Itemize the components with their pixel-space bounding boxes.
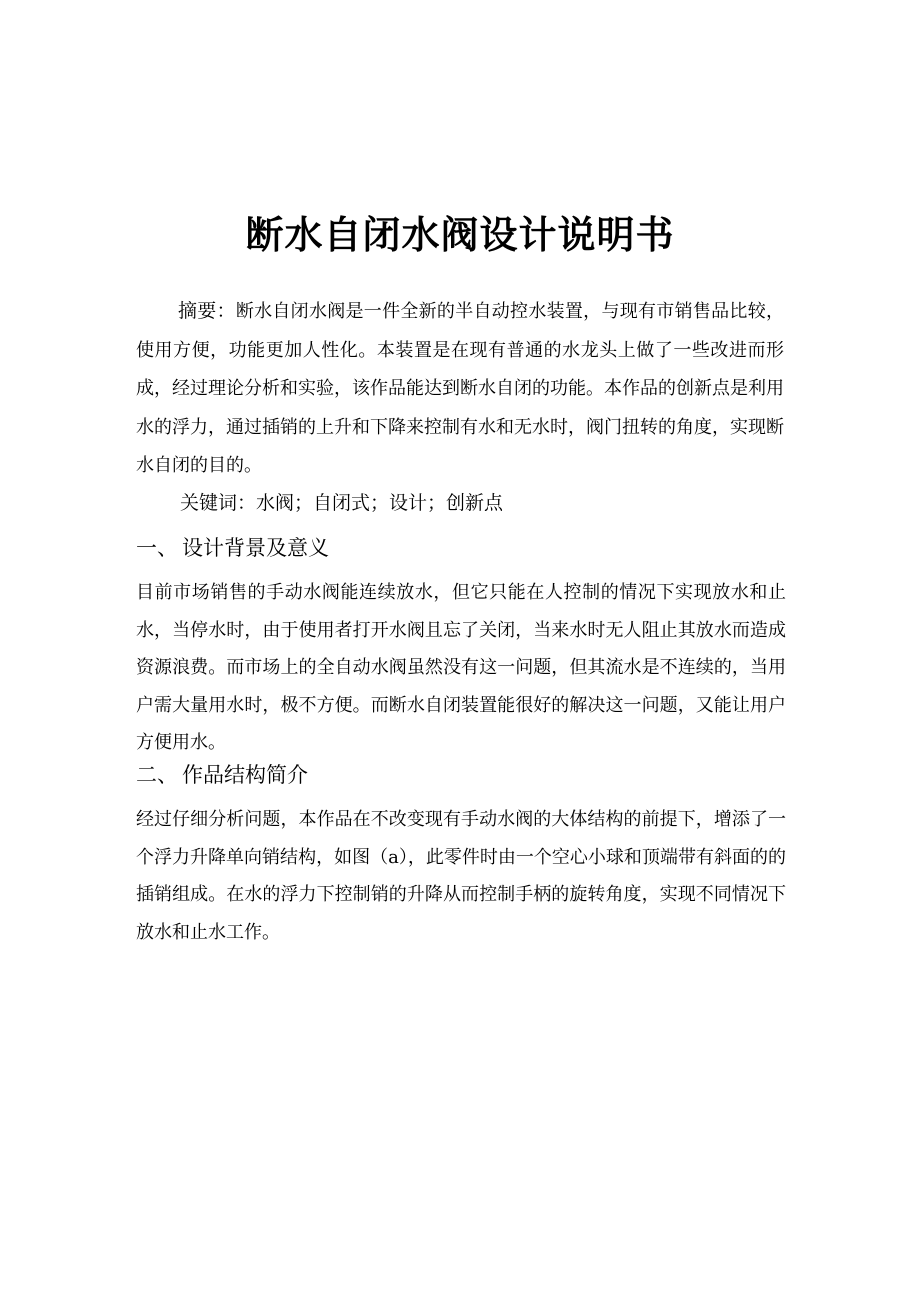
section-body: 目前市场销售的手动水阀能连续放水，但它只能在人控制的情况下实现放水和止水，当停水时，由于使用者打开水阀且忘了关闭，当来水时无人阻止其放水而造成资源浪费。而市场上的全自动水阀虽然没有这一问题，但其流水是不连续的，当用户需大量用水时，极不方便。而断水自闭装置能很好的解决这一问题，又能让用户方便用水。 bbox=[136, 582, 786, 753]
section-body: 经过仔细分析问题，本作品在不改变现有手动水阀的大体结构的前提下，增添了一个浮力升降单向销结构，如图（a），此零件时由一个空心小球和顶端带有斜面的的插销组成。在水的浮力下控制销的升降从而控制手柄的旋转角度，实现不同情况下放水和止水工作。 bbox=[136, 809, 786, 943]
section-number: 一、 bbox=[136, 536, 178, 560]
section-heading-text: 设计背景及意义 bbox=[182, 536, 329, 560]
section-heading bbox=[136, 531, 329, 565]
abstract-label: 摘要： bbox=[178, 300, 236, 322]
abstract-paragraph bbox=[136, 292, 784, 486]
keywords-line: 关键词：水阀；自闭式；设计；创新点 bbox=[180, 492, 504, 514]
document-title: 断水自闭水阀设计说明书 bbox=[245, 213, 675, 258]
abstract-text: 断水自闭水阀是一件全新的半自动控水装置，与现有市销售品比较，使用方便，功能更加人性化。本装置是在现有普通的水龙头上做了一些改进而形成，经过理论分析和实验，该作品能达到断水自闭的功能。本作品的创新点是利用水的浮力，通过插销的上升和下降来控制有水和无水时，阀门扭转的角度，实现断水自闭的目的。 bbox=[136, 301, 784, 476]
section-heading-text: 作品结构简介 bbox=[182, 763, 308, 787]
section-number: 二、 bbox=[136, 763, 178, 787]
section-heading bbox=[136, 758, 308, 792]
